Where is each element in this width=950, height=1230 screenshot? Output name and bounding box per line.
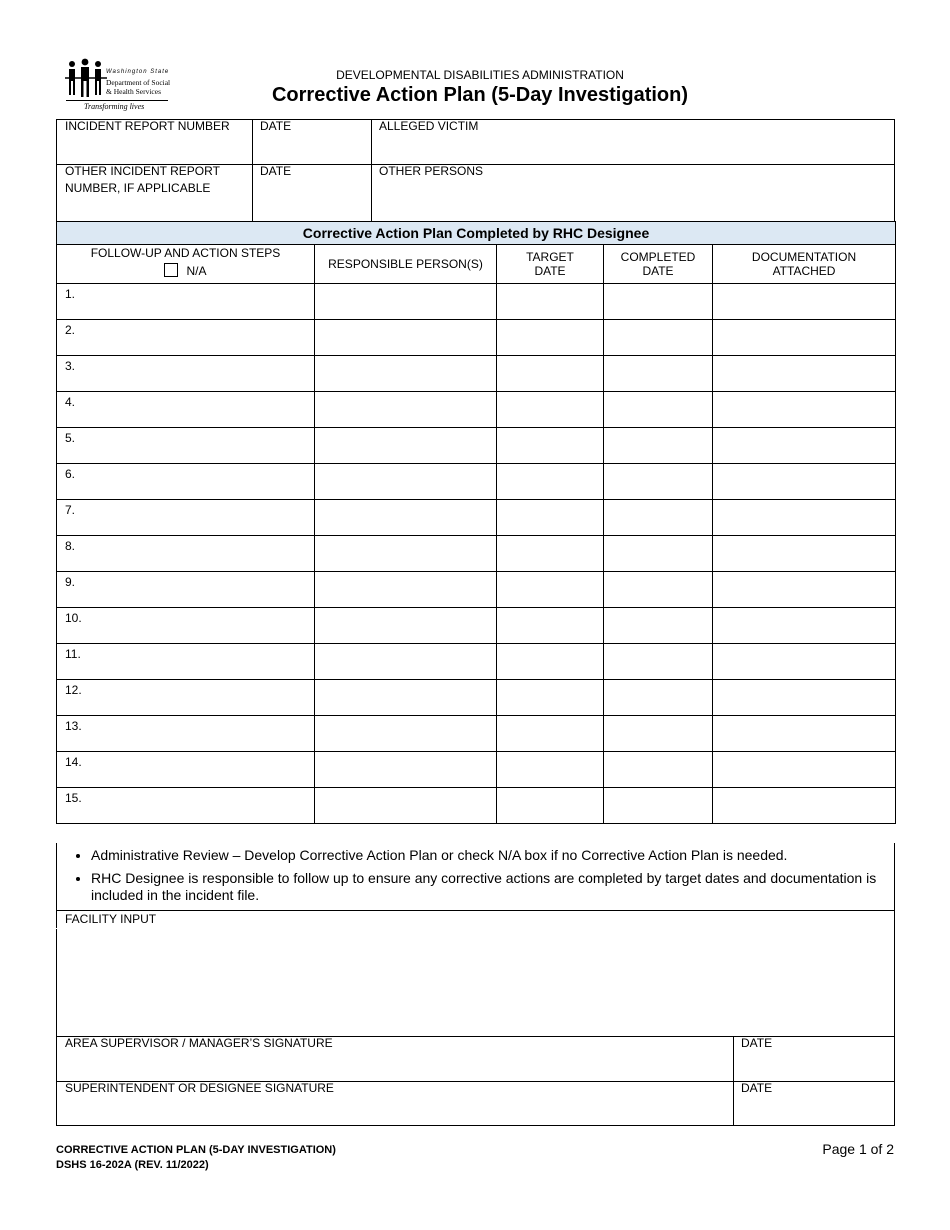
target-date-cell[interactable] <box>497 392 604 428</box>
table-row <box>57 356 896 392</box>
action-step-cell[interactable]: 13. <box>57 716 315 752</box>
action-step-cell[interactable]: 11. <box>57 644 315 680</box>
responsible-person-cell[interactable] <box>315 572 497 608</box>
documentation-header-line2: ATTACHED <box>772 264 836 278</box>
completed-date-cell[interactable] <box>604 500 713 536</box>
action-step-cell[interactable]: 3. <box>57 356 315 392</box>
col-divider <box>733 1037 734 1125</box>
action-step-cell[interactable]: 9. <box>57 572 315 608</box>
completed-date-cell[interactable] <box>604 392 713 428</box>
completed-date-cell[interactable] <box>604 356 713 392</box>
col-divider <box>252 120 253 221</box>
documentation-cell[interactable] <box>713 428 896 464</box>
completed-header-line1: COMPLETED <box>620 250 696 264</box>
completed-date-cell[interactable] <box>604 752 713 788</box>
documentation-header-line1: DOCUMENTATION <box>751 250 857 264</box>
incident-info-section <box>56 119 895 222</box>
completed-date-cell[interactable] <box>604 644 713 680</box>
table-row <box>57 716 896 752</box>
action-step-cell[interactable]: 10. <box>57 608 315 644</box>
logo-tagline: Transforming lives <box>84 102 145 111</box>
table-row <box>57 752 896 788</box>
plan-rows <box>57 284 896 824</box>
completed-date-cell[interactable] <box>604 788 713 824</box>
col-header-target-date <box>497 245 604 284</box>
completed-date-cell[interactable] <box>604 572 713 608</box>
responsible-person-cell[interactable] <box>315 788 497 824</box>
note-item: • Administrative Review – Develop Corrective Action Plan or check N/A box if no Corrective Action Plan is needed. <box>91 847 894 864</box>
action-step-cell[interactable]: 1. <box>57 284 315 320</box>
na-label: N/A <box>186 264 207 278</box>
logo-state-text: Washington State <box>106 69 170 75</box>
target-header-line1: TARGET <box>526 250 574 264</box>
other-incident-label-line1[interactable]: OTHER INCIDENT REPORT <box>65 164 220 178</box>
col-header-steps <box>57 245 315 284</box>
target-header-line2: DATE <box>534 264 566 278</box>
col-header-responsible: RESPONSIBLE PERSON(S) <box>315 245 497 284</box>
target-date-cell[interactable] <box>497 356 604 392</box>
completed-date-cell[interactable] <box>604 320 713 356</box>
responsible-person-cell[interactable] <box>315 752 497 788</box>
superintendent-signature-field[interactable]: SUPERINTENDENT OR DESIGNEE SIGNATURE <box>65 1081 334 1095</box>
action-step-cell[interactable]: 7. <box>57 500 315 536</box>
target-date-cell[interactable] <box>497 464 604 500</box>
table-row <box>57 536 896 572</box>
footer-form-number: DSHS 16-202A (REV. 11/2022) <box>56 1159 209 1171</box>
page-title: Corrective Action Plan (5-Day Investigation) <box>271 84 688 106</box>
incident-date-field[interactable]: DATE <box>260 119 292 133</box>
table-row <box>57 500 896 536</box>
documentation-cell[interactable] <box>713 464 896 500</box>
table-row <box>57 392 896 428</box>
col-divider <box>371 120 372 221</box>
alleged-victim-field[interactable]: ALLEGED VICTIM <box>379 119 479 133</box>
other-incident-label-line2[interactable]: NUMBER, IF APPLICABLE <box>65 181 211 195</box>
action-step-cell[interactable]: 14. <box>57 752 315 788</box>
other-incident-date-field[interactable]: DATE <box>260 164 292 178</box>
signature-section <box>56 1036 895 1126</box>
label-gap <box>56 928 68 929</box>
responsible-person-cell[interactable] <box>315 716 497 752</box>
documentation-cell[interactable] <box>713 536 896 572</box>
documentation-cell[interactable] <box>713 284 896 320</box>
facility-input-section[interactable] <box>56 910 895 1037</box>
documentation-cell[interactable] <box>713 788 896 824</box>
target-date-cell[interactable] <box>497 608 604 644</box>
action-step-cell[interactable]: 12. <box>57 680 315 716</box>
agency-name: DEVELOPMENTAL DISABILITIES ADMINISTRATION <box>336 68 624 82</box>
completed-date-cell[interactable] <box>604 464 713 500</box>
completed-date-cell[interactable] <box>604 716 713 752</box>
responsible-person-cell[interactable] <box>315 536 497 572</box>
supervisor-date-field[interactable]: DATE <box>741 1036 773 1050</box>
responsible-person-cell[interactable] <box>315 392 497 428</box>
steps-header-label: FOLLOW-UP AND ACTION STEPS <box>90 246 281 260</box>
action-step-cell[interactable]: 5. <box>57 428 315 464</box>
footer-form-title: CORRECTIVE ACTION PLAN (5-DAY INVESTIGATION) <box>56 1144 336 1156</box>
action-step-cell[interactable]: 15. <box>57 788 315 824</box>
action-step-cell[interactable]: 2. <box>57 320 315 356</box>
table-row <box>57 572 896 608</box>
documentation-cell[interactable] <box>713 500 896 536</box>
completed-header-line2: DATE <box>642 264 674 278</box>
corrective-action-table <box>56 221 896 824</box>
col-header-documentation <box>713 245 896 284</box>
other-persons-field[interactable]: OTHER PERSONS <box>379 164 484 178</box>
responsible-person-cell[interactable] <box>315 428 497 464</box>
target-date-cell[interactable] <box>497 680 604 716</box>
documentation-cell[interactable] <box>713 572 896 608</box>
table-row <box>57 464 896 500</box>
plan-section-title: Corrective Action Plan Completed by RHC Designee <box>57 222 896 245</box>
col-header-completed-date <box>604 245 713 284</box>
note-item: • RHC Designee is responsible to follow up to ensure any corrective actions are completed by target dates and documentation is included in the incident file. <box>91 870 894 904</box>
completed-date-cell[interactable] <box>604 284 713 320</box>
table-row <box>57 644 896 680</box>
action-step-cell[interactable]: 6. <box>57 464 315 500</box>
documentation-cell[interactable] <box>713 392 896 428</box>
incident-report-number-field[interactable]: INCIDENT REPORT NUMBER <box>65 119 230 133</box>
na-checkbox[interactable] <box>164 263 178 277</box>
table-row <box>57 680 896 716</box>
responsible-person-cell[interactable] <box>315 320 497 356</box>
area-supervisor-signature-field[interactable]: AREA SUPERVISOR / MANAGER’S SIGNATURE <box>65 1036 333 1050</box>
target-date-cell[interactable] <box>497 536 604 572</box>
target-date-cell[interactable] <box>497 320 604 356</box>
documentation-cell[interactable] <box>713 644 896 680</box>
table-row <box>57 284 896 320</box>
target-date-cell[interactable] <box>497 428 604 464</box>
responsible-person-cell[interactable] <box>315 608 497 644</box>
documentation-cell[interactable] <box>713 320 896 356</box>
logo-dept-line2: & Health Services <box>106 87 161 96</box>
responsible-person-cell[interactable] <box>315 500 497 536</box>
table-row <box>57 428 896 464</box>
action-step-cell[interactable]: 8. <box>57 536 315 572</box>
responsible-person-cell[interactable] <box>315 356 497 392</box>
completed-date-cell[interactable] <box>604 680 713 716</box>
completed-date-cell[interactable] <box>604 536 713 572</box>
table-row <box>57 788 896 824</box>
responsible-person-cell[interactable] <box>315 644 497 680</box>
documentation-cell[interactable] <box>713 608 896 644</box>
completed-date-cell[interactable] <box>604 428 713 464</box>
instructions-notes <box>56 843 895 911</box>
table-row <box>57 320 896 356</box>
documentation-cell[interactable] <box>713 680 896 716</box>
action-step-cell[interactable]: 4. <box>57 392 315 428</box>
page-number: Page 1 of 2 <box>822 1141 894 1157</box>
target-date-cell[interactable] <box>497 500 604 536</box>
documentation-cell[interactable] <box>713 716 896 752</box>
target-date-cell[interactable] <box>497 284 604 320</box>
target-date-cell[interactable] <box>497 788 604 824</box>
completed-date-cell[interactable] <box>604 608 713 644</box>
documentation-cell[interactable] <box>713 356 896 392</box>
target-date-cell[interactable] <box>497 752 604 788</box>
target-date-cell[interactable] <box>497 572 604 608</box>
responsible-person-cell[interactable] <box>315 680 497 716</box>
logo-dept-line1: Department of Social <box>106 78 171 87</box>
target-date-cell[interactable] <box>497 644 604 680</box>
responsible-person-cell[interactable] <box>315 464 497 500</box>
documentation-cell[interactable] <box>713 752 896 788</box>
facility-input-label: FACILITY INPUT <box>65 912 157 926</box>
na-option[interactable] <box>57 263 314 278</box>
responsible-person-cell[interactable] <box>315 284 497 320</box>
superintendent-date-field[interactable]: DATE <box>741 1081 773 1095</box>
table-row <box>57 608 896 644</box>
target-date-cell[interactable] <box>497 716 604 752</box>
